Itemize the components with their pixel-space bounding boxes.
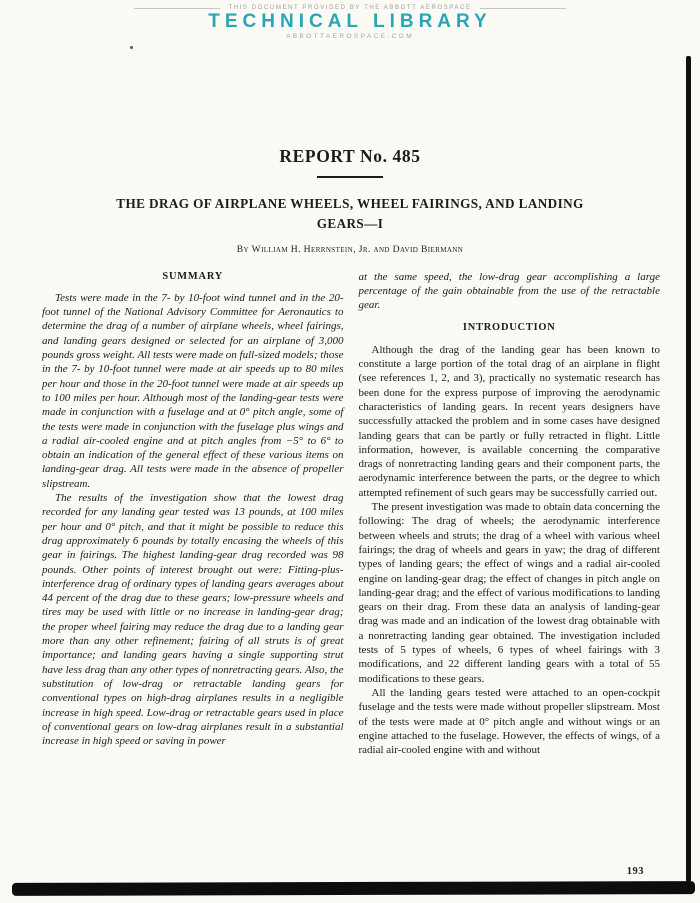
introduction-paragraph-2: The present investigation was made to obtain data concerning the following: The drag of wheels; the aerodynamic interference between wheels and struts; the drag of a wheel with various wheel fairings; the drag of wheels and gears in yaw; the drag of different types of landing gears; the effect of wings and a radial air-cooled engine on landing-gear drag; the effect of changes in pitch angle on landing-gear drag; and the effect of various modifications to landing gears on their drag. From these data an analysis of landing-gear drag was made and an indication of the lowest drag obtainable with a nonretracting landing gear obtained. The investigation included tests of 5 types of wheels, 6 types of wheel fairings with 3 modifications, and 22 different landing gears with a total of 55 modifications to these gears. bbox=[358, 501, 660, 685]
left-column bbox=[42, 270, 344, 758]
summary-paragraph-2: The results of the investigation show that the lowest drag recorded for any landing gear tested was 13 pounds, at 100 miles per hour and 0° pitch, and that it might be possible to reduce this drag approximately 6 pounds by totally encasing the wheels of this gear in fairings. The highest landing-gear drag recorded was 98 pounds. Other points of interest brought out were: Fitting-plus-interference drag of ordinary types of landing gears averages about 44 percent of the drag due to these gears; low-pressure wheels and tires may be used with little or no increase in landing-gear drag; the proper wheel fairing may reduce the drag due to a landing gear more than any other refinement; fairing of all struts is of great importance; and landing gears having a single supporting strut have less drag than any other types of nonretracting gears. Also, the substitution of low-drag or retractable landing gears for conventional types on high-drag airplanes results in a negligible increase in high speed. Low-drag or retractable gears used in place of conventional gears on low-drag airplanes result in a substantial increase in high speed or saving in power bbox=[42, 492, 344, 748]
watermark-stamp bbox=[0, 5, 700, 40]
scan-speck bbox=[130, 46, 133, 49]
two-column-body bbox=[0, 270, 700, 758]
title-rule bbox=[317, 176, 383, 178]
introduction-heading: INTRODUCTION bbox=[462, 322, 556, 334]
report-title: THE DRAG OF AIRPLANE WHEELS, WHEEL FAIRINGS, AND LANDING GEARS—I bbox=[116, 196, 584, 231]
summary-paragraph-1: Tests were made in the 7- by 10-foot wind tunnel and in the 20-foot tunnel of the National Advisory Committee for Aeronautics to determine the drag of a number of airplane wheels, wheel fairings, and landing gears designed or selected for an airplane of 3,000 pounds gross weight. All tests were made on full-sized models; those in the 7- by 10-foot tunnel were made at air speeds up to 80 miles per hour and those in the 20-foot tunnel were made at air speeds up to 100 miles per hour. Although most of the landing-gear tests were made in conjunction with a fuselage and at 0° pitch angle, some of the tests were made in conjunction with the fuselage plus wings and a radial air-cooled engine and at pitch angles from −5° to 6° to obtain an indication of the general effect of these various items on landing-gear drag. All tests were made in the absence of propeller slipstream. bbox=[42, 291, 344, 490]
summary-continuation-paragraph: at the same speed, the low-drag gear accomplishing a large percentage of the gain obtainable from the use of the retractable gear. bbox=[358, 270, 660, 312]
summary-heading: SUMMARY bbox=[162, 270, 224, 282]
watermark-provided-text: THIS DOCUMENT PROVIDED BY THE ABBOTT AEROSPACE bbox=[228, 5, 472, 11]
watermark-right-rule bbox=[480, 8, 566, 9]
byline: By William H. Herrnstein, Jr. and David Biermann bbox=[236, 243, 464, 255]
introduction-paragraph-3: All the landing gears tested were attached to an open-cockpit fuselage and the tests were made without propeller slipstream. Most of the tests were made at 0° pitch angle and without wings or an engine attached to the fuselage. However, the effects of wings, of a radial air-cooled engine with and without bbox=[358, 686, 660, 757]
scan-edge-bottom bbox=[12, 881, 695, 896]
scan-edge-right bbox=[686, 56, 691, 882]
watermark-library-title: TECHNICAL LIBRARY bbox=[208, 11, 492, 32]
watermark-site-url: ABBOTTAEROSPACE.COM bbox=[285, 32, 415, 40]
report-number: REPORT No. 485 bbox=[279, 146, 421, 166]
introduction-paragraph-1: Although the drag of the landing gear has been known to constitute a large portion of the total drag of an airplane in flight (see references 1, 2, and 3), practically no systematic research has been done for the express purpose of improving the aerodynamic characteristics of landing gears. In recent years designers have successfully attacked the problem and in some cases have designed landing gears that can be partly or fully retracted in flight. Little information, however, is available concerning the comparative drags of nonretracting landing gears and their component parts, the aerodynamic interference between the parts, or the degree to which attempted refinement of such gears may be successfully carried out. bbox=[358, 343, 660, 499]
watermark-left-rule bbox=[134, 8, 220, 9]
page-number: 193 bbox=[626, 866, 644, 877]
right-column bbox=[359, 270, 661, 758]
